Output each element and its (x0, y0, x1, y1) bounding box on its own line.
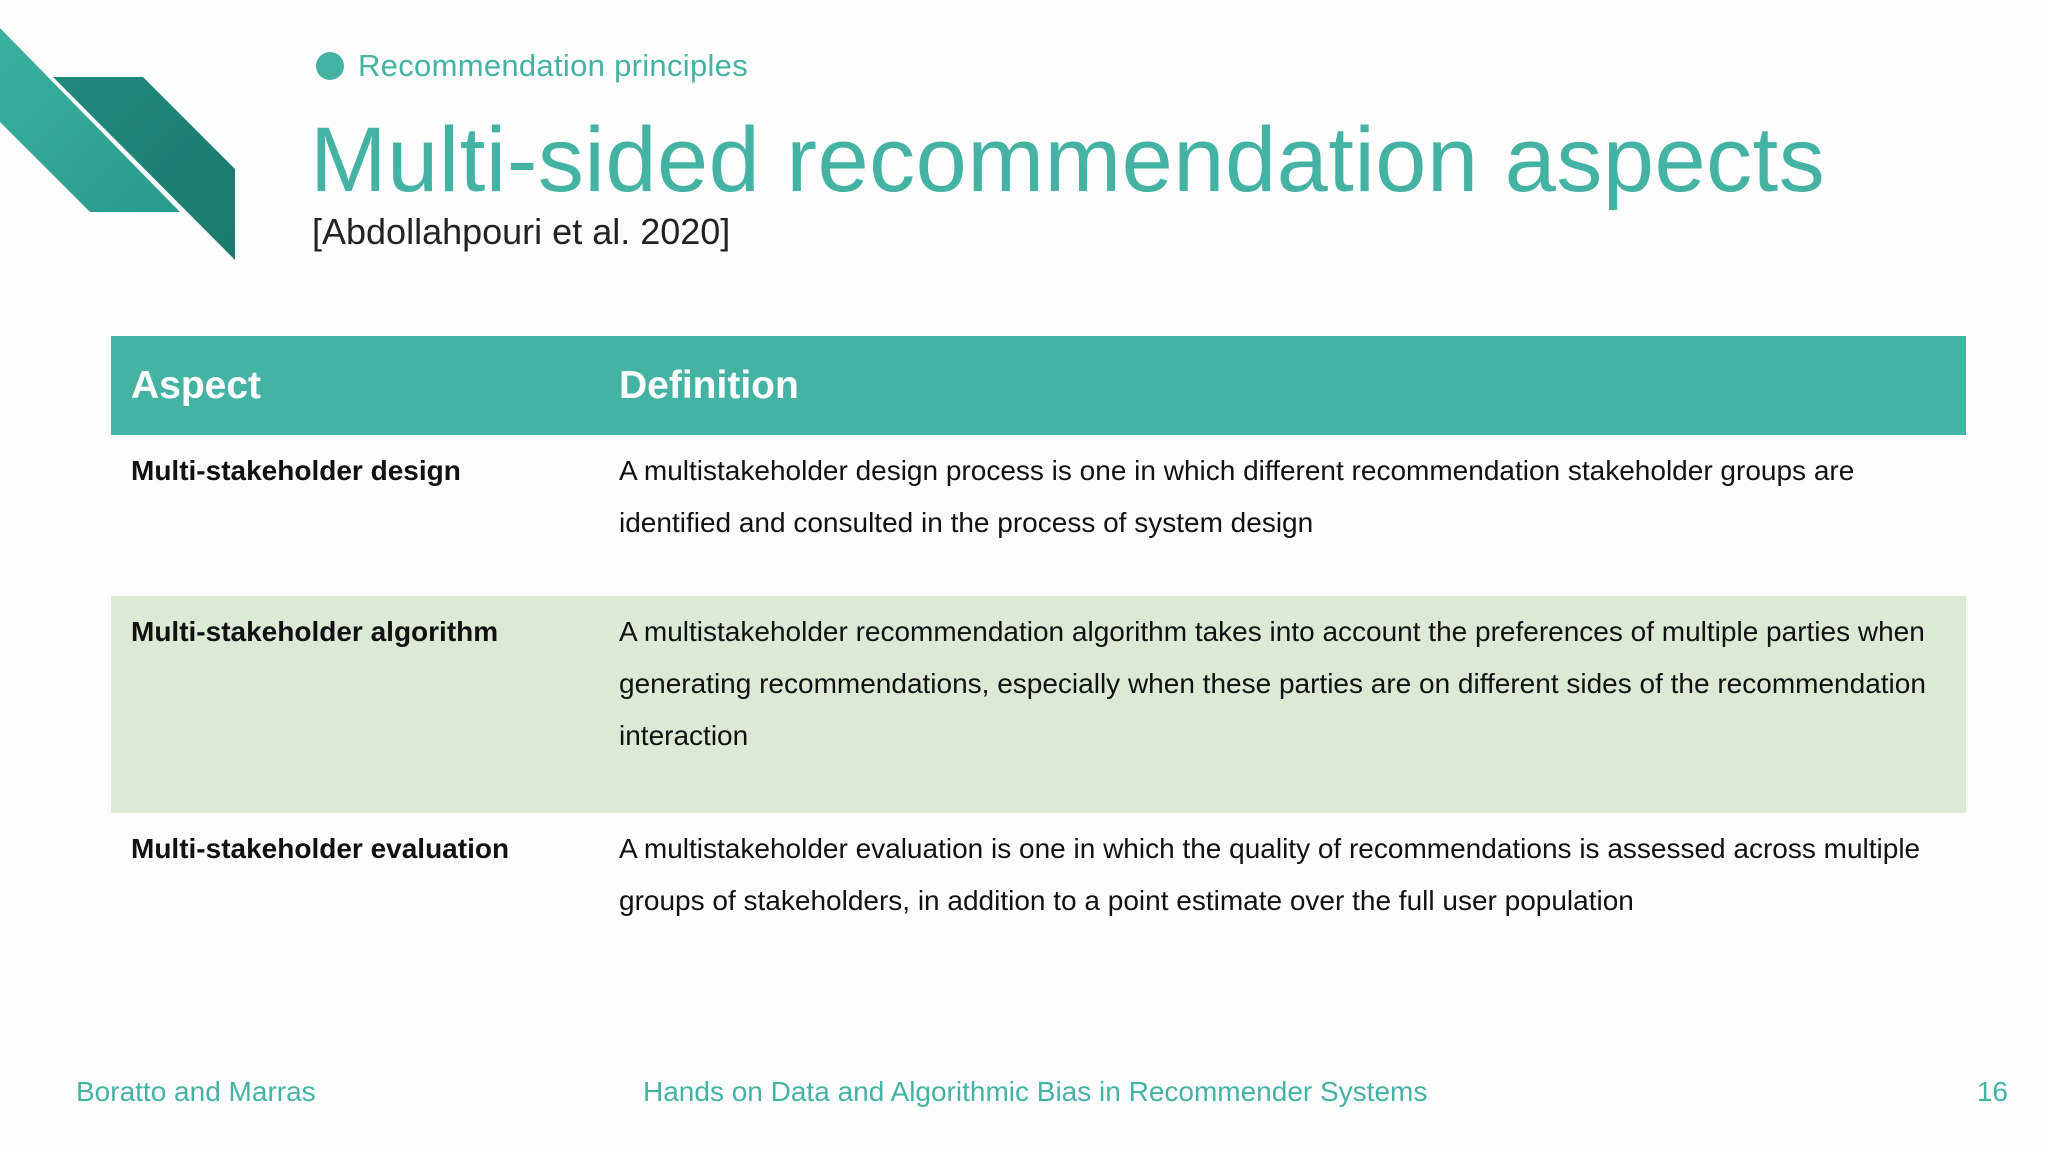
definition-cell: A multistakeholder recommendation algorithm takes into account the preferences of multiple parties when generating recommendations, especially when these parties are on different sides of the recommendation interaction (599, 596, 1966, 813)
aspect-cell: Multi-stakeholder evaluation (111, 813, 599, 974)
aspect-cell: Multi-stakeholder design (111, 435, 599, 596)
table-row (111, 435, 1966, 596)
aspect-cell: Multi-stakeholder algorithm (111, 596, 599, 813)
table-header-row (111, 336, 1966, 435)
section-dot-icon (316, 52, 344, 80)
table-row (111, 596, 1966, 813)
aspects-table (111, 336, 1966, 974)
footer-talk-title: Hands on Data and Algorithmic Bias in Recommender Systems (643, 1076, 1428, 1107)
footer-authors: Boratto and Marras (76, 1076, 316, 1107)
definition-cell: A multistakeholder design process is one in which different recommendation stakeholder groups are identified and consulted in the process of system design (599, 435, 1966, 596)
decorative-logo-shapes (0, 0, 250, 270)
page-number: 16 (1976, 1076, 2008, 1107)
citation: [Abdollahpouri et al. 2020] (312, 211, 731, 252)
section-label (316, 46, 748, 86)
slide-title: Multi-sided recommendation aspects (310, 109, 1826, 211)
column-header-definition: Definition (599, 336, 1966, 435)
table-row (111, 813, 1966, 974)
definition-cell: A multistakeholder evaluation is one in which the quality of recommendations is assessed across multiple groups of stakeholders, in addition to a point estimate over the full user population (599, 813, 1966, 974)
section-label-text: Recommendation principles (358, 48, 749, 83)
column-header-aspect: Aspect (111, 336, 599, 435)
